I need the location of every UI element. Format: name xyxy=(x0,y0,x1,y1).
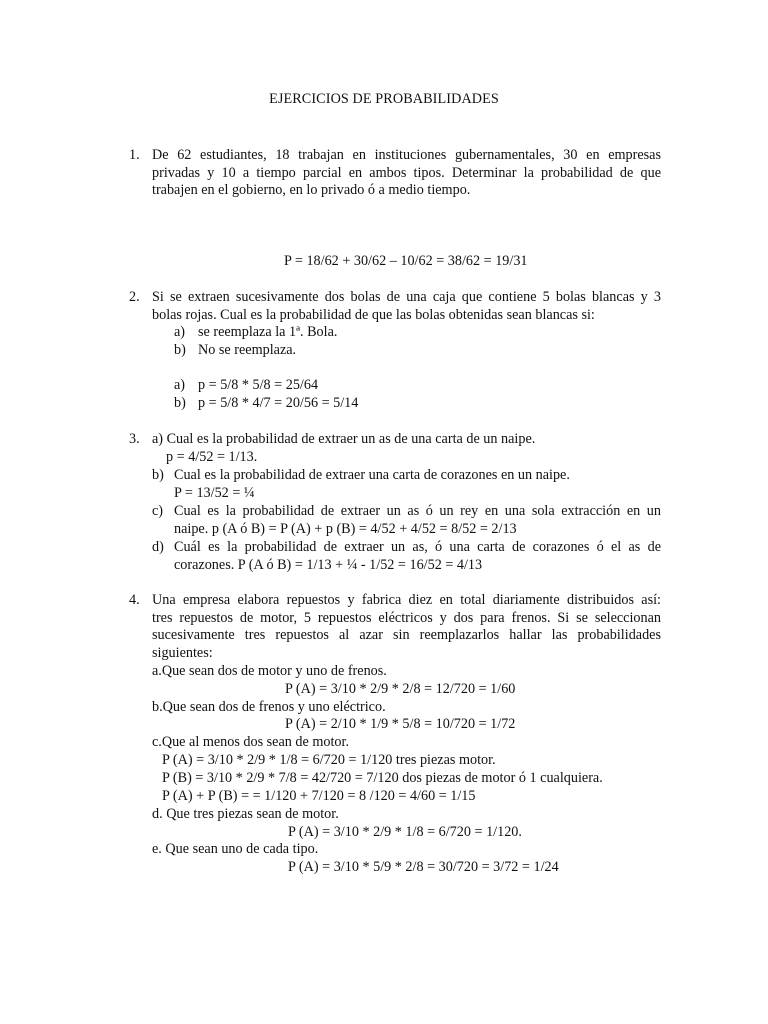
q3-number: 3. xyxy=(129,431,140,447)
q1-number: 1. xyxy=(129,147,140,163)
q2-answer: p = 5/8 * 5/8 = 25/64 xyxy=(198,377,319,393)
q3-part-b: Cual es la probabilidad de extraer una carta de corazones en un naipe. xyxy=(174,467,570,483)
q3-part-d-key: d) xyxy=(152,539,164,555)
q3-part-c-key: c) xyxy=(152,503,164,519)
q4-number: 4. xyxy=(129,592,140,608)
q3-part-c-line: Cual es la probabilidad de extraer un as ó un rey en una sola extracción en un xyxy=(174,503,661,519)
q4-part-e: e. Que sean uno de cada tipo. xyxy=(152,841,319,857)
document-title: EJERCICIOS DE PROBABILIDADES xyxy=(269,91,499,107)
q3-part-c-line: naipe. p (A ó B) = P (A) + p (B) = 4/52 + 4/52 = 8/52 = 2/13 xyxy=(174,520,517,537)
q2-answer: p = 5/8 * 4/7 = 20/56 = 5/14 xyxy=(198,395,359,411)
q3-part-b-answer: P = 13/52 = ¼ xyxy=(174,485,255,501)
q2-option-key: a) xyxy=(174,324,186,340)
q1-statement xyxy=(152,147,661,200)
q4-part-c-answer: P (B) = 3/10 * 2/9 * 7/8 = 42/720 = 7/120 dos piezas de motor ó 1 cualquiera. xyxy=(162,770,603,786)
q4-statement xyxy=(152,592,661,662)
q2-line: Si se extraen sucesivamente dos bolas de una caja que contiene 5 bolas blancas y 3 xyxy=(152,289,661,305)
q4-part-c: c.Que al menos dos sean de motor. xyxy=(152,734,350,750)
q3-part-d-line: Cuál es la probabilidad de extraer un as, ó una carta de corazones ó el as de xyxy=(174,539,661,555)
q4-part-a: a.Que sean dos de motor y uno de frenos. xyxy=(152,663,387,679)
q2-answer-key: b) xyxy=(174,395,186,411)
q4-part-e-answer: P (A) = 3/10 * 5/9 * 2/8 = 30/720 = 3/72 = 1/24 xyxy=(288,859,559,875)
q2-answer-key: a) xyxy=(174,377,186,393)
q1-line: trabajen en el gobierno, en lo privado ó a medio tiempo. xyxy=(152,182,471,199)
q3-part-d-line: corazones. P (A ó B) = 1/13 + ¼ - 1/52 = 16/52 = 4/13 xyxy=(174,556,483,573)
q4-part-b-answer: P (A) = 2/10 * 1/9 * 5/8 = 10/720 = 1/72 xyxy=(285,716,516,732)
q3-part-a: a) Cual es la probabilidad de extraer un as de una carta de un naipe. xyxy=(152,431,536,447)
q2-option-text: se reemplaza la 1ª. Bola. xyxy=(198,324,338,340)
q2-option-key: b) xyxy=(174,342,186,358)
q1-line: De 62 estudiantes, 18 trabajan en instituciones gubernamentales, 30 en empresas xyxy=(152,147,661,163)
q4-line: Una empresa elabora repuestos y fabrica diez en total diariamente distribuidos así: xyxy=(152,592,661,608)
q1-line: privadas y 10 a tiempo parcial en ambos tipos. Determinar la probabilidad de que xyxy=(152,164,661,181)
q2-number: 2. xyxy=(129,289,140,305)
q2-option-text: No se reemplaza. xyxy=(198,342,297,358)
q2-statement xyxy=(152,289,661,324)
q4-line: sucesivamente tres repuestos al azar sin reemplazarlos hallar las probabilidades xyxy=(152,627,661,644)
q4-part-c-answer: P (A) = 3/10 * 2/9 * 1/8 = 6/720 = 1/120 tres piezas motor. xyxy=(162,752,496,768)
q4-line: siguientes: xyxy=(152,644,213,661)
q4-line: tres repuestos de motor, 5 repuestos eléctricos y dos para frenos. Si se seleccionan xyxy=(152,609,661,626)
q3-part-b-key: b) xyxy=(152,467,164,483)
q3-part-c xyxy=(174,503,661,538)
q4-part-b: b.Que sean dos de frenos y uno eléctrico. xyxy=(152,699,386,715)
q3-part-a-answer: p = 4/52 = 1/13. xyxy=(166,449,258,465)
q1-answer: P = 18/62 + 30/62 – 10/62 = 38/62 = 19/31 xyxy=(284,253,528,269)
q4-part-d-answer: P (A) = 3/10 * 2/9 * 1/8 = 6/720 = 1/120. xyxy=(288,824,522,840)
q4-part-d: d. Que tres piezas sean de motor. xyxy=(152,806,339,822)
q2-line: bolas rojas. Cual es la probabilidad de que las bolas obtenidas sean blancas si: xyxy=(152,306,595,323)
q4-part-c-answer: P (A) + P (B) = = 1/120 + 7/120 = 8 /120 = 4/60 = 1/15 xyxy=(162,788,476,804)
q4-part-a-answer: P (A) = 3/10 * 2/9 * 2/8 = 12/720 = 1/60 xyxy=(285,681,516,697)
q3-part-d xyxy=(174,539,661,574)
